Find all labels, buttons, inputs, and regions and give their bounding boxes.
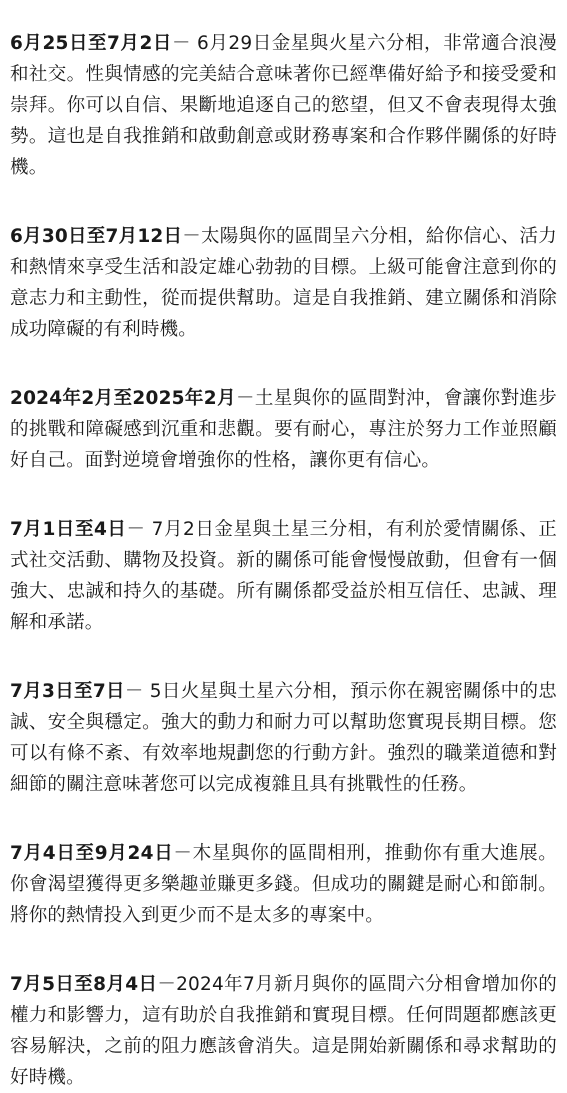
entry-date: 7月5日至8月4日 [10, 974, 158, 995]
entry-text: － 5日火星與土星六分相，預示你在親密關係中的忠誠、安全與穩定。強大的動力和耐力可以幫助您實現長期目標。您可以有條不紊、有效率地規劃您的行動方針。強烈的職業道德和對細節的關注意味著您可以完成複雜且具有挑戰性的任務。 [10, 681, 557, 795]
forecast-entry [10, 221, 557, 345]
forecast-entry [10, 514, 557, 638]
forecast-entry [10, 28, 557, 183]
forecast-entry [10, 383, 557, 476]
entry-text: － 6月29日金星與火星六分相，非常適合浪漫和社交。性與情感的完美結合意味著你已經準備好給予和接受愛和崇拜。你可以自信、果斷地追逐自己的慾望，但又不會表現得太強勢。這也是自我推銷和啟動創意或財務專案和合作夥伴關係的好時機。 [10, 33, 557, 178]
entry-text: －土星與你的區間對沖，會讓你對進步的挑戰和障礙感到沉重和悲觀。要有耐心，專注於努力工作並照顧好自己。面對逆境會增強你的性格，讓你更有信心。 [10, 388, 557, 471]
entry-date: 6月25日至7月2日 [10, 33, 172, 54]
entry-date: 7月1日至4日 [10, 519, 127, 540]
forecast-entry [10, 676, 557, 800]
entry-text: －2024年7月新月與你的區間六分相會增加你的權力和影響力，這有助於自我推銷和實現目標。任何問題都應該更容易解決，之前的阻力應該會消失。這是開始新關係和尋求幫助的好時機。 [10, 974, 557, 1088]
entry-text: － 7月2日金星與土星三分相，有利於愛情關係、正式社交活動、購物及投資。新的關係可能會慢慢啟動，但會有一個強大、忠誠和持久的基礎。所有關係都受益於相互信任、忠誠、理解和承諾。 [10, 519, 557, 633]
entry-date: 2024年2月至2025年2月 [10, 388, 236, 409]
forecast-entry [10, 838, 557, 931]
entry-text: －太陽與你的區間呈六分相，給你信心、活力和熱情來享受生活和設定雄心勃勃的目標。上級可能會注意到你的意志力和主動性，從而提供幫助。這是自我推銷、建立關係和消除成功障礙的有利時機。 [10, 226, 557, 340]
entry-date: 6月30日至7月12日 [10, 226, 183, 247]
entry-date: 7月3日至7日 [10, 681, 125, 702]
forecast-entry [10, 969, 557, 1093]
entry-date: 7月4日至9月24日 [10, 843, 174, 864]
entry-text: －木星與你的區間相刑，推動你有重大進展。你會渴望獲得更多樂趣並賺更多錢。但成功的關鍵是耐心和節制。將你的熱情投入到更少而不是太多的專案中。 [10, 843, 557, 926]
